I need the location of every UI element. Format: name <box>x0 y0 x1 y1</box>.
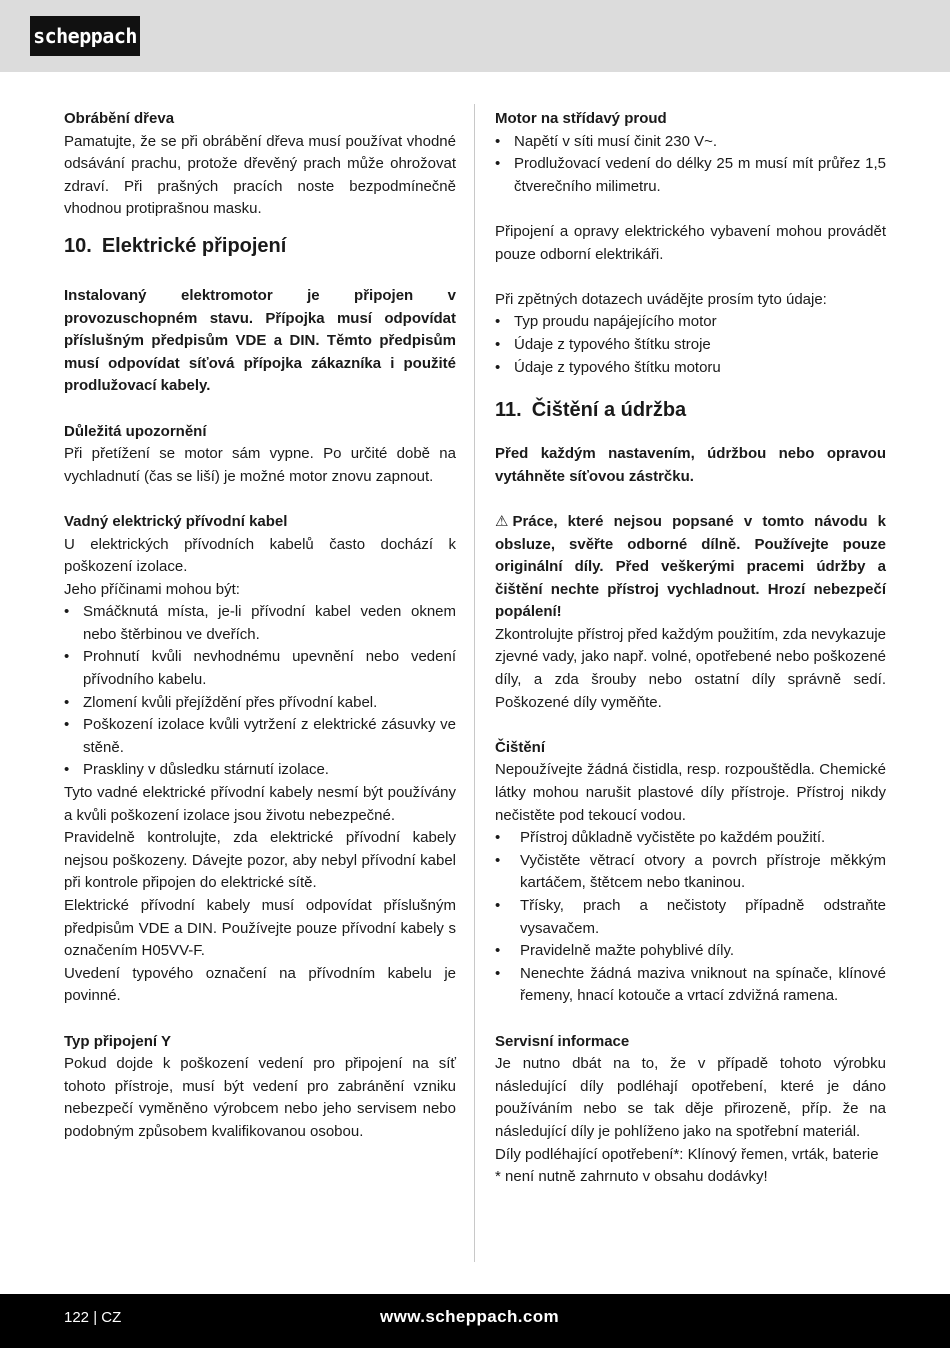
column-divider <box>474 104 475 1262</box>
section-11-number: 11. <box>495 399 522 422</box>
service-text-3: * není nutně zahrnuto v obsahu dodávky! <box>495 1168 768 1186</box>
y-connection-text: Pokud dojde k poškození vedení pro připojení na síť tohoto přístroje, musí být vedení pro zabránění vzniku nebezpečí vyměněno výrobcem nebo jeho servisem nebo podobným způsobem kvalifikovanou osobou. <box>64 1055 456 1140</box>
faulty-cable-text-1: U elektrických přívodních kabelů často dochází k poškození izolace. <box>64 535 456 576</box>
check-text: Zkontrolujte přístroj před každým použitím, zda nevykazuje zjevné vady, jako např. volné, opotřebené nebo poškozené díly, a zda šrouby nebo ostatní díly správně sedí. Poškozené díly vyměňte. <box>495 625 887 711</box>
list-item: • Zlomení kvůli přejíždění přes přívodní kabel. <box>64 692 456 715</box>
queries-text: Při zpětných dotazech uvádějte prosím tyto údaje: <box>495 290 827 308</box>
warning-triangle-icon: ⚠ <box>495 512 509 530</box>
y-connection-heading: Typ připojení Y <box>64 1032 171 1050</box>
faulty-cable-text-2: Jeho příčinami mohou být: <box>64 580 240 598</box>
ac-motor-text: Připojení a opravy elektrického vybavení mohou provádět pouze odborní elektrikáři. <box>495 222 886 263</box>
brand-logo <box>30 16 140 56</box>
wood-text: Pamatujte, že se při obrábění dřeva musí používat vhodné odsávání prachu, protože dřevěný prach může ohrožovat zdraví. Při prašných pracích noste bezpodmínečně vhodnou protiprašnou masku. <box>64 132 456 218</box>
faulty-cable-text-5: Elektrické přívodní kabely musí odpovídat příslušným předpisům VDE a DIN. Používejte pouze přívodní kabely s označením H05VV-F. <box>64 897 456 960</box>
important-heading: Důležitá upozornění <box>64 422 207 440</box>
queries-list <box>495 311 886 379</box>
page-number: 122 | CZ <box>64 1309 122 1326</box>
warning-text-block <box>495 511 886 624</box>
faulty-cable-text-3: Tyto vadné elektrické přívodní kabely nesmí být používány a kvůli poškození izolace jsou životu nebezpečné. <box>64 784 456 824</box>
list-item: • Nenechte žádná maziva vniknout na spínače, klínové řemeny, hnací kotouče a vrtací zdvižná ramena. <box>495 963 886 1008</box>
cleaning-heading: Čištění <box>495 738 546 756</box>
faulty-cable-text-4: Pravidelně kontrolujte, zda elektrické přívodní kabely nejsou poškozeny. Dávejte pozor, aby nebyl přívodní kabel při kontrole připojen do elektrické sítě. <box>64 829 456 892</box>
website-url: www.scheppach.com <box>380 1307 560 1326</box>
before-maintenance-text: Před každým nastavením, údržbou nebo opravou vytáhněte síťovou zástrčku. <box>495 445 886 485</box>
list-item: • Smáčknutá místa, je-li přívodní kabel veden oknem nebo štěrbinou ve dveřích. <box>64 601 456 646</box>
list-item: • Údaje z typového štítku stroje <box>495 334 886 357</box>
list-item: • Prohnutí kvůli nevhodnému upevnění nebo vedení přívodního kabelu. <box>64 646 456 691</box>
list-item: • Pravidelně mažte pohyblivé díly. <box>495 940 886 963</box>
list-item: • Napětí v síti musí činit 230 V~. <box>495 131 886 154</box>
logo-text: scheppach <box>33 24 137 48</box>
list-item: • Přístroj důkladně vyčistěte po každém použití. <box>495 827 886 850</box>
list-item: • Prodlužovací vedení do délky 25 m musí mít průřez 1,5 čtverečního milimetru. <box>495 153 886 198</box>
section-10-heading <box>64 233 456 259</box>
faulty-cable-text-6: Uvedení typového označení na přívodním kabelu je povinné. <box>64 964 456 1005</box>
section-11-title: Čištění a údržba <box>531 399 687 422</box>
important-text: Při přetížení se motor sám vypne. Po určité době na vychladnutí (čas se liší) je možné motor znovu zapnout. <box>64 445 456 485</box>
list-item: • Třísky, prach a nečistoty případně odstraňte vysavačem. <box>495 895 886 940</box>
warning-text: Práce, které nejsou popsané v tomto návodu k obsluze, svěřte odborné dílně. Používejte pouze originální díly. Před veškerými pracemi údržby a čištění nechte přístroj vychladnout. Hrozí nebezpečí popálení! <box>495 512 886 621</box>
list-item: • Údaje z typového štítku motoru <box>495 357 886 380</box>
section-11-heading <box>495 397 886 423</box>
ac-motor-list <box>495 131 886 199</box>
service-heading: Servisní informace <box>495 1032 630 1050</box>
faulty-cable-list <box>64 601 456 782</box>
list-item: • Vyčistěte větrací otvory a povrch přístroje měkkým kartáčem, štětcem nebo tkaninou. <box>495 850 886 895</box>
header-bar <box>0 0 950 72</box>
section-10-title: Elektrické připojení <box>101 234 287 257</box>
service-text-1: Je nutno dbát na to, že v případě tohoto výrobku následující díly podléhají opotřebení, které je dáno používáním nebo se tak děje přirozeně, příp. že na následující díly je pohlíženo jako na spotřební materiál. <box>495 1055 886 1140</box>
list-item: • Typ proudu napájejícího motor <box>495 311 886 334</box>
list-item: • Praskliny v důsledku stárnutí izolace. <box>64 759 456 782</box>
ac-motor-heading: Motor na střídavý proud <box>495 110 667 127</box>
wood-heading: Obrábění dřeva <box>64 110 175 127</box>
faulty-cable-heading: Vadný elektrický přívodní kabel <box>64 512 288 530</box>
cleaning-text: Nepoužívejte žádná čistidla, resp. rozpouštědla. Chemické látky mohou narušit plastové díly přístroje. Přístroj nikdy nečistěte pod tekoucí vodou. <box>495 761 886 824</box>
footer-bar <box>0 1294 950 1348</box>
right-column <box>495 108 886 1189</box>
cleaning-list <box>495 827 886 1008</box>
left-column <box>64 108 456 1144</box>
section-10-number: 10. <box>64 234 92 257</box>
service-text-2: Díly podléhající opotřebení*: Klínový řemen, vrták, baterie <box>495 1145 879 1163</box>
list-item: • Poškození izolace kvůli vytržení z elektrické zásuvky ve stěně. <box>64 714 456 759</box>
installed-text: Instalovaný elektromotor je připojen v provozuschopném stavu. Přípojka musí odpovídat příslušným předpisům VDE a DIN. Těmto předpisům musí odpovídat síťová přípojka zákazníka i použité prodlužovací kabely. <box>64 286 456 395</box>
